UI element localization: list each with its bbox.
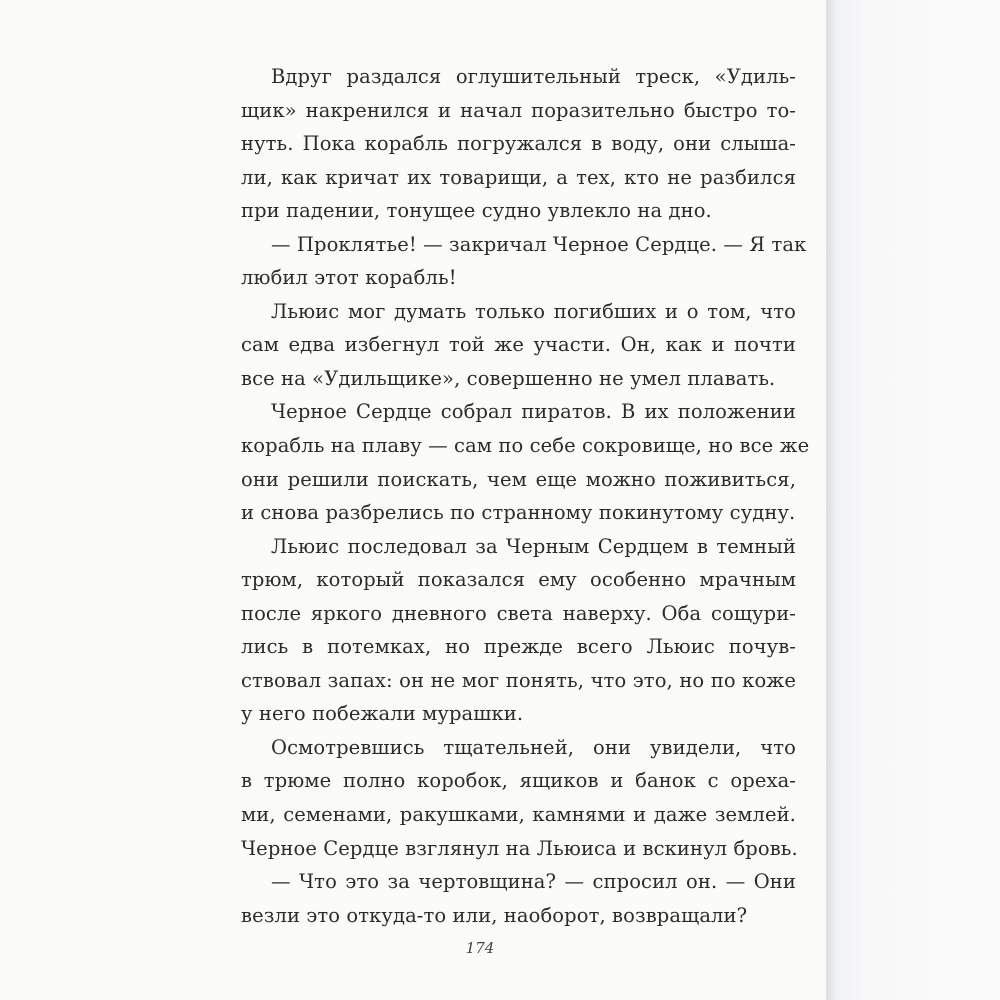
text-line: после яркого дневного света наверху. Оба сощури-	[241, 601, 796, 625]
page-number: 174	[465, 939, 495, 957]
text-line: — Проклятье! — закричал Черное Сердце. — Я так	[271, 232, 807, 256]
text-line: ми, семенами, ракушками, камнями и даже землей.	[241, 803, 796, 827]
text-line: нуть. Пока корабль погружался в воду, они слыша-	[241, 132, 796, 156]
text-line: в трюме полно коробок, ящиков и банок с ореха-	[241, 769, 796, 793]
text-line: лись в потемках, но прежде всего Льюис почув-	[241, 635, 796, 659]
text-line: везли это откуда-то или, наоборот, возвращали?	[241, 903, 748, 927]
text-line: сам едва избегнул той же участи. Он, как и почти	[241, 333, 796, 357]
text-line: щик» накренился и начал поразительно быстро то-	[241, 98, 796, 122]
text-line: Черное Сердце взглянул на Льюиса и вскинул бровь.	[241, 836, 798, 860]
text-line: ли, как кричат их товарищи, а тех, кто не разбился	[241, 165, 796, 189]
text-line: Осмотревшись тщательней, они увидели, что	[271, 735, 796, 759]
text-line: при падении, тонущее судно увлекло на дно.	[241, 199, 712, 223]
body-text	[241, 60, 810, 932]
text-line: все на «Удильщике», совершенно не умел плавать.	[241, 366, 776, 390]
text-line: трюм, который показался ему особенно мрачным	[241, 568, 796, 592]
text-line: ствовал запах: он не мог понять, что это, но по коже	[241, 668, 796, 692]
page-fore-edge-shadow	[826, 0, 1000, 1000]
text-line: у него побежали мурашки.	[241, 702, 524, 726]
text-line: — Что это за чертовщина? — спросил он. — Они	[271, 870, 796, 894]
text-line: Вдруг раздался оглушительный треск, «Удиль-	[271, 65, 796, 88]
text-line: Черное Сердце собрал пиратов. В их положении	[271, 400, 796, 424]
text-line: любил этот корабль!	[241, 266, 457, 290]
text-line: Льюис мог думать только погибших и о том, что	[271, 299, 796, 323]
text-line: корабль на плаву — сам по себе сокровище, но все же	[241, 434, 810, 458]
text-line: Льюис последовал за Черным Сердцем в темный	[271, 534, 796, 558]
text-line: они решили поискать, чем еще можно поживиться,	[241, 467, 796, 491]
text-line: и снова разбрелись по странному покинутому судну.	[241, 501, 796, 525]
